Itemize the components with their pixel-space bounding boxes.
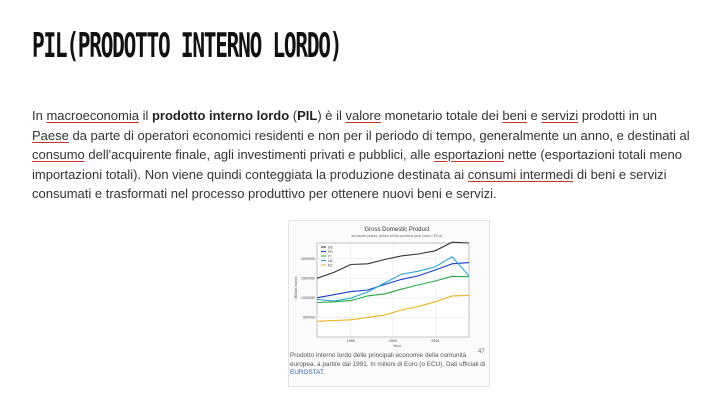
figure-number: 47 — [478, 349, 485, 355]
legend-label-es: ES — [328, 263, 333, 268]
definition-paragraph: In macroeconomia il prodotto interno lordo (PIL) è il valore monetario totale dei beni e servizi prodotti in un Paese da parte di operatori economici residenti e non per il periodo di tempo, generalmente un anno, e destinati al consumo dell'acquirente finale, agli investimenti privati e pubblici, alle esportazioni nette (esportazioni totali meno importazioni totali). Non viene quindi conteggiata la produzione destinata ai consumi intermedi di beni e servizi consumati e trasformati nel processo produttivo per ottenere nuovi beni e servizi. — [32, 108, 690, 201]
chart-title: Gross Domestic Product — [364, 227, 430, 233]
link-macroeconomia[interactable]: macroeconomia — [46, 108, 139, 123]
legend-label-de: DE — [328, 245, 333, 250]
link-valore[interactable]: valore — [345, 108, 381, 123]
y-tick-label: 500000 — [303, 315, 315, 320]
x-tick-label: 2005 — [431, 339, 440, 343]
x-tick-label: 2000 — [389, 339, 397, 343]
gdp-line-chart — [289, 221, 489, 351]
term-pil-abbr: PIL — [297, 108, 318, 123]
link-paese[interactable]: Paese — [32, 127, 69, 143]
link-beni[interactable]: beni — [502, 108, 527, 123]
term-pil: prodotto interno lordo — [151, 108, 290, 123]
link-servizi[interactable]: servizi — [541, 108, 579, 123]
link-consumo[interactable]: consumo — [32, 147, 85, 162]
y-tick-label: 2000000 — [301, 256, 315, 261]
chart-subtitle: at market prices, prices of the previous year (euro / ECU) — [351, 234, 443, 238]
link-eurostat[interactable]: EUROSTAT — [290, 369, 324, 377]
y-tick-label: 1000000 — [301, 296, 315, 301]
chart-ylabel: Million euros — [293, 276, 298, 299]
legend-label-it: IT — [328, 254, 332, 259]
link-consumi-intermedi[interactable]: consumi intermedi — [467, 166, 574, 182]
link-esportazioni[interactable]: esportazioni — [434, 147, 505, 162]
chart-xlabel: Year — [392, 343, 402, 348]
x-tick-label: 1995 — [346, 339, 355, 343]
page-title: PIL(PRODOTTO INTERNO LORDO) — [32, 26, 342, 66]
legend-label-uk: UK — [328, 258, 333, 263]
legend-label-fr: FR — [328, 249, 333, 254]
y-tick-label: 1500000 — [301, 276, 315, 281]
figure-caption: Prodotto interno lordo delle principali economie della comunità europea, a partire dal 1991. In milioni di Euro (o ECU). Dati ufficiali di EUROSTAT. — [290, 352, 486, 377]
